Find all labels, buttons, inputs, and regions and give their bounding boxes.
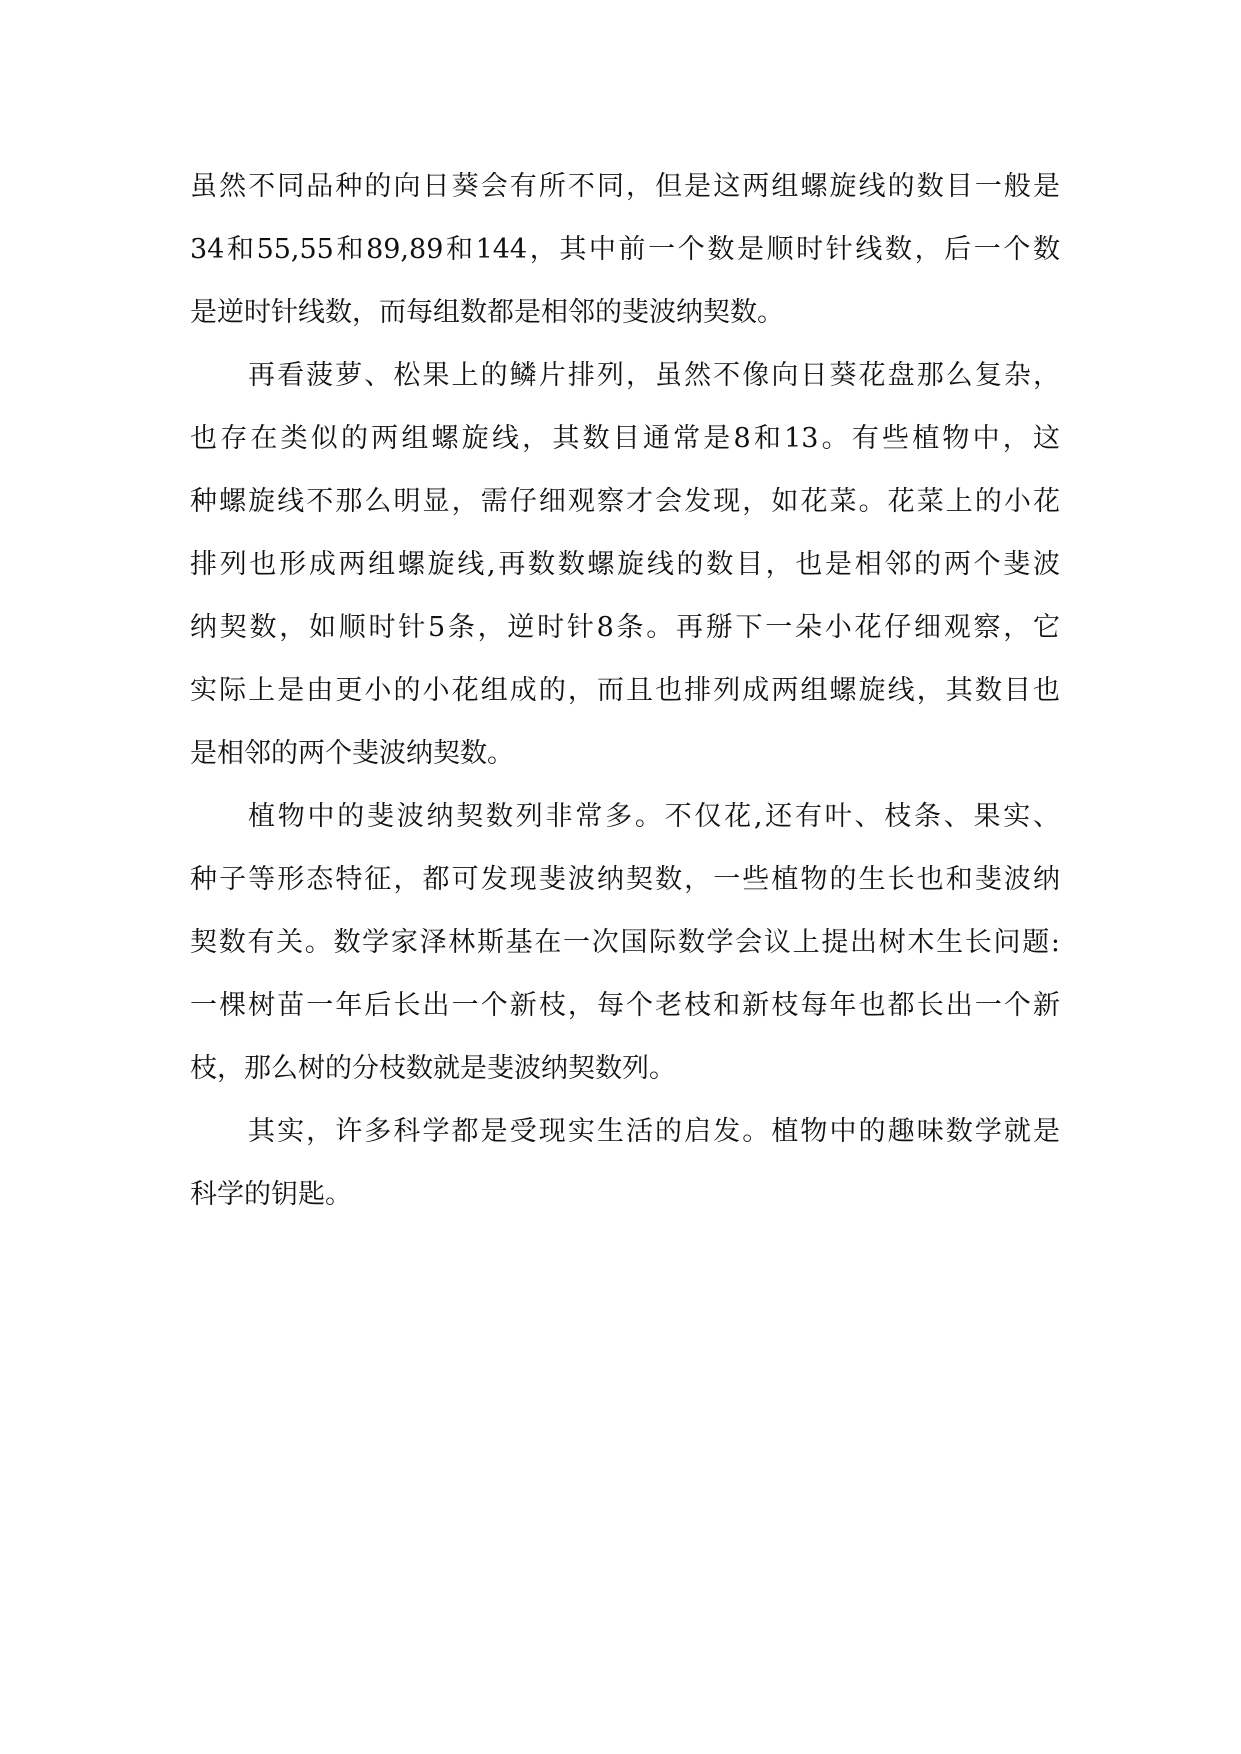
text-line: 再看菠萝、松果上的鳞片排列，虽然不像向日葵花盘那么复杂， xyxy=(248,360,1060,391)
document-body xyxy=(190,155,1060,1226)
text-line: 一棵树苗一年后长出一个新枝，每个老枝和新枝每年也都长出一个新 xyxy=(190,990,1060,1021)
paragraph-1 xyxy=(190,155,1060,344)
text-line: 虽然不同品种的向日葵会有所不同，但是这两组螺旋线的数目一般是 xyxy=(190,171,1060,202)
text-line: 科学的钥匙。 xyxy=(190,1179,352,1210)
text-line: 实际上是由更小的小花组成的，而且也排列成两组螺旋线，其数目也 xyxy=(190,675,1060,706)
text-line: 种子等形态特征，都可发现斐波纳契数，一些植物的生长也和斐波纳 xyxy=(190,864,1060,895)
text-line: 也存在类似的两组螺旋线，其数目通常是8和13。有些植物中，这 xyxy=(190,423,1060,454)
paragraph-3 xyxy=(190,785,1060,1100)
text-line: 其实，许多科学都是受现实生活的启发。植物中的趣味数学就是 xyxy=(248,1116,1060,1147)
text-line: 契数有关。数学家泽林斯基在一次国际数学会议上提出树木生长问题: xyxy=(190,927,1060,958)
paragraph-2 xyxy=(190,344,1060,785)
text-line: 种螺旋线不那么明显，需仔细观察才会发现，如花菜。花菜上的小花 xyxy=(190,486,1060,517)
text-line: 枝，那么树的分枝数就是斐波纳契数列。 xyxy=(190,1053,676,1084)
paragraph-4 xyxy=(190,1100,1060,1226)
text-line: 纳契数，如顺时针5条，逆时针8条。再掰下一朵小花仔细观察，它 xyxy=(190,612,1060,643)
text-line: 是相邻的两个斐波纳契数。 xyxy=(190,738,514,769)
text-line: 排列也形成两组螺旋线,再数数螺旋线的数目，也是相邻的两个斐波 xyxy=(190,549,1060,580)
text-line: 植物中的斐波纳契数列非常多。不仅花,还有叶、枝条、果实、 xyxy=(248,801,1060,832)
text-line: 34和55,55和89,89和144，其中前一个数是顺时针线数，后一个数 xyxy=(190,234,1060,265)
text-line: 是逆时针线数，而每组数都是相邻的斐波纳契数。 xyxy=(190,297,784,328)
